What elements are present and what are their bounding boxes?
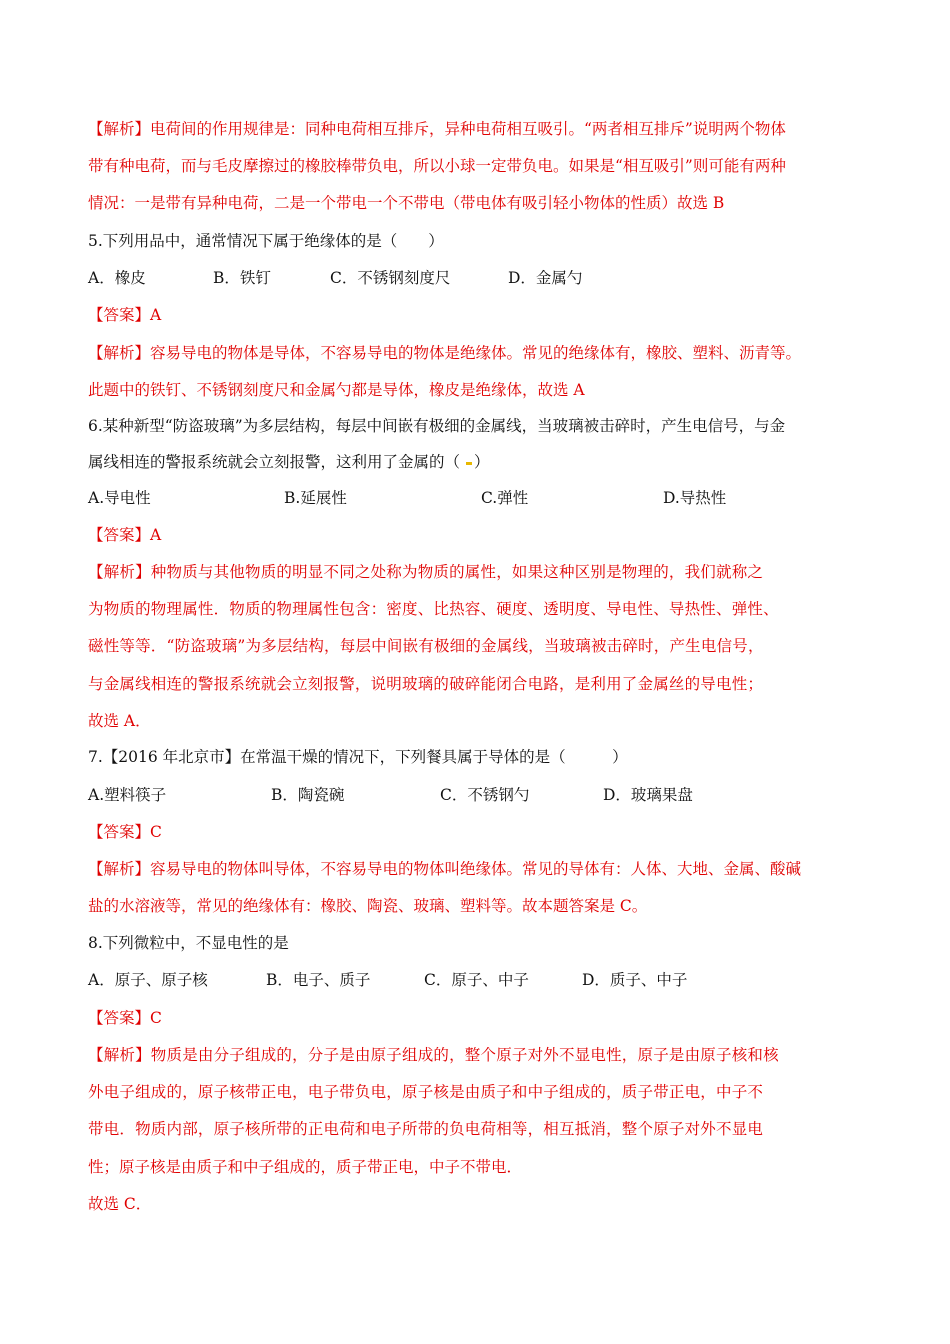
q8-answer: 【答案】C: [88, 1009, 162, 1027]
q7-option-b: B．陶瓷碗: [271, 786, 345, 804]
q8-option-b: B．电子、质子: [266, 971, 371, 989]
q6-analysis-line-2: 为物质的物理属性．物质的物理属性包含：密度、比热容、硬度、透明度、导电性、导热性、弹性、: [88, 600, 779, 618]
q6-question-close-paren: ）: [474, 453, 490, 471]
q5-option-a: A．橡皮: [88, 269, 146, 287]
q6-option-c: C.弹性: [481, 489, 529, 507]
q6-analysis-line-3: 磁性等等．“防盗玻璃”为多层结构，每层中间嵌有极细的金属线，当玻璃被击碎时，产生电信号，: [88, 637, 764, 655]
q7-option-c: C．不锈钢勺: [440, 786, 530, 804]
q6-question-line-2-text: 属线相连的警报系统就会立刻报警，这利用了金属的（: [88, 453, 461, 471]
q6-question-line-2: [88, 452, 878, 472]
q7-option-d: D．玻璃果盘: [603, 786, 693, 804]
q4-analysis-line-2: 带有种电荷，而与毛皮摩擦过的橡胶棒带负电，所以小球一定带负电。如果是“相互吸引”则可能有两种: [88, 157, 786, 175]
q8-analysis-line-1: 【解析】物质是由分子组成的，分子是由原子组成的，整个原子对外不显电性，原子是由原子核和核: [88, 1046, 779, 1064]
q4-analysis-line-1: 【解析】电荷间的作用规律是：同种电荷相互排斥，异种电荷相互吸引。“两者相互排斥”说明两个物体: [88, 120, 786, 138]
q8-analysis-line-2: 外电子组成的，原子核带正电，电子带负电，原子核是由质子和中子组成的，质子带正电，中子不: [88, 1083, 764, 1101]
blank-marker-icon: [466, 462, 472, 465]
q8-question: 8.下列微粒中，不显电性的是: [88, 934, 289, 952]
q8-option-c: C．原子、中子: [424, 971, 529, 989]
q5-option-d: D．金属勺: [508, 269, 583, 287]
q8-option-a: A．原子、原子核: [88, 971, 208, 989]
q7-question: 7.【2016 年北京市】在常温干燥的情况下，下列餐具属于导体的是（ ）: [88, 748, 628, 766]
q8-option-d: D．质子、中子: [582, 971, 688, 989]
q6-option-a: A.导电性: [88, 489, 151, 507]
q6-analysis-line-4: 与金属线相连的警报系统就会立刻报警，说明玻璃的破碎能闭合电路，是利用了金属丝的导电性；: [88, 675, 764, 693]
q5-option-c: C．不锈钢刻度尺: [330, 269, 451, 287]
q8-analysis-line-4: 性；原子核是由质子和中子组成的，质子带正电，中子不带电．: [88, 1158, 523, 1176]
q8-analysis-line-3: 带电．物质内部，原子核所带的正电荷和电子所带的负电荷相等，相互抵消，整个原子对外不显电: [88, 1120, 764, 1138]
q6-option-d: D.导热性: [663, 489, 727, 507]
q5-analysis-line-2: 此题中的铁钉、不锈钢刻度尺和金属勺都是导体，橡皮是绝缘体，故选 A: [88, 381, 585, 399]
q6-question-line-1: 6.某种新型“防盗玻璃”为多层结构，每层中间嵌有极细的金属线，当玻璃被击碎时，产生电信号，与金: [88, 417, 786, 435]
q4-analysis-line-3: 情况：一是带有异种电荷，二是一个带电一个不带电（带电体有吸引轻小物体的性质）故选 B: [88, 194, 725, 212]
q8-analysis-line-5: 故选 C．: [88, 1195, 152, 1213]
q5-option-b: B．铁钉: [213, 269, 271, 287]
q7-option-a: A.塑料筷子: [88, 786, 167, 804]
q6-option-b: B.延展性: [284, 489, 347, 507]
q6-analysis-line-5: 故选 A．: [88, 712, 151, 730]
q7-answer: 【答案】C: [88, 823, 162, 841]
q5-answer: 【答案】A: [88, 306, 162, 324]
q6-answer: 【答案】A: [88, 526, 162, 544]
q7-analysis-line-2: 盐的水溶液等，常见的绝缘体有：橡胶、陶瓷、玻璃、塑料等。故本题答案是 C。: [88, 897, 648, 915]
q5-question: 5.下列用品中，通常情况下属于绝缘体的是（ ）: [88, 232, 444, 250]
q6-analysis-line-1: 【解析】种物质与其他物质的明显不同之处称为物质的属性，如果这种区别是物理的，我们就称之: [88, 563, 764, 581]
q5-analysis-line-1: 【解析】容易导电的物体是导体，不容易导电的物体是绝缘体。常见的绝缘体有，橡胶、塑料、沥青等。: [88, 344, 802, 362]
q7-analysis-line-1: 【解析】容易导电的物体叫导体，不容易导电的物体叫绝缘体。常见的导体有：人体、大地、金属、酸碱: [88, 860, 802, 878]
